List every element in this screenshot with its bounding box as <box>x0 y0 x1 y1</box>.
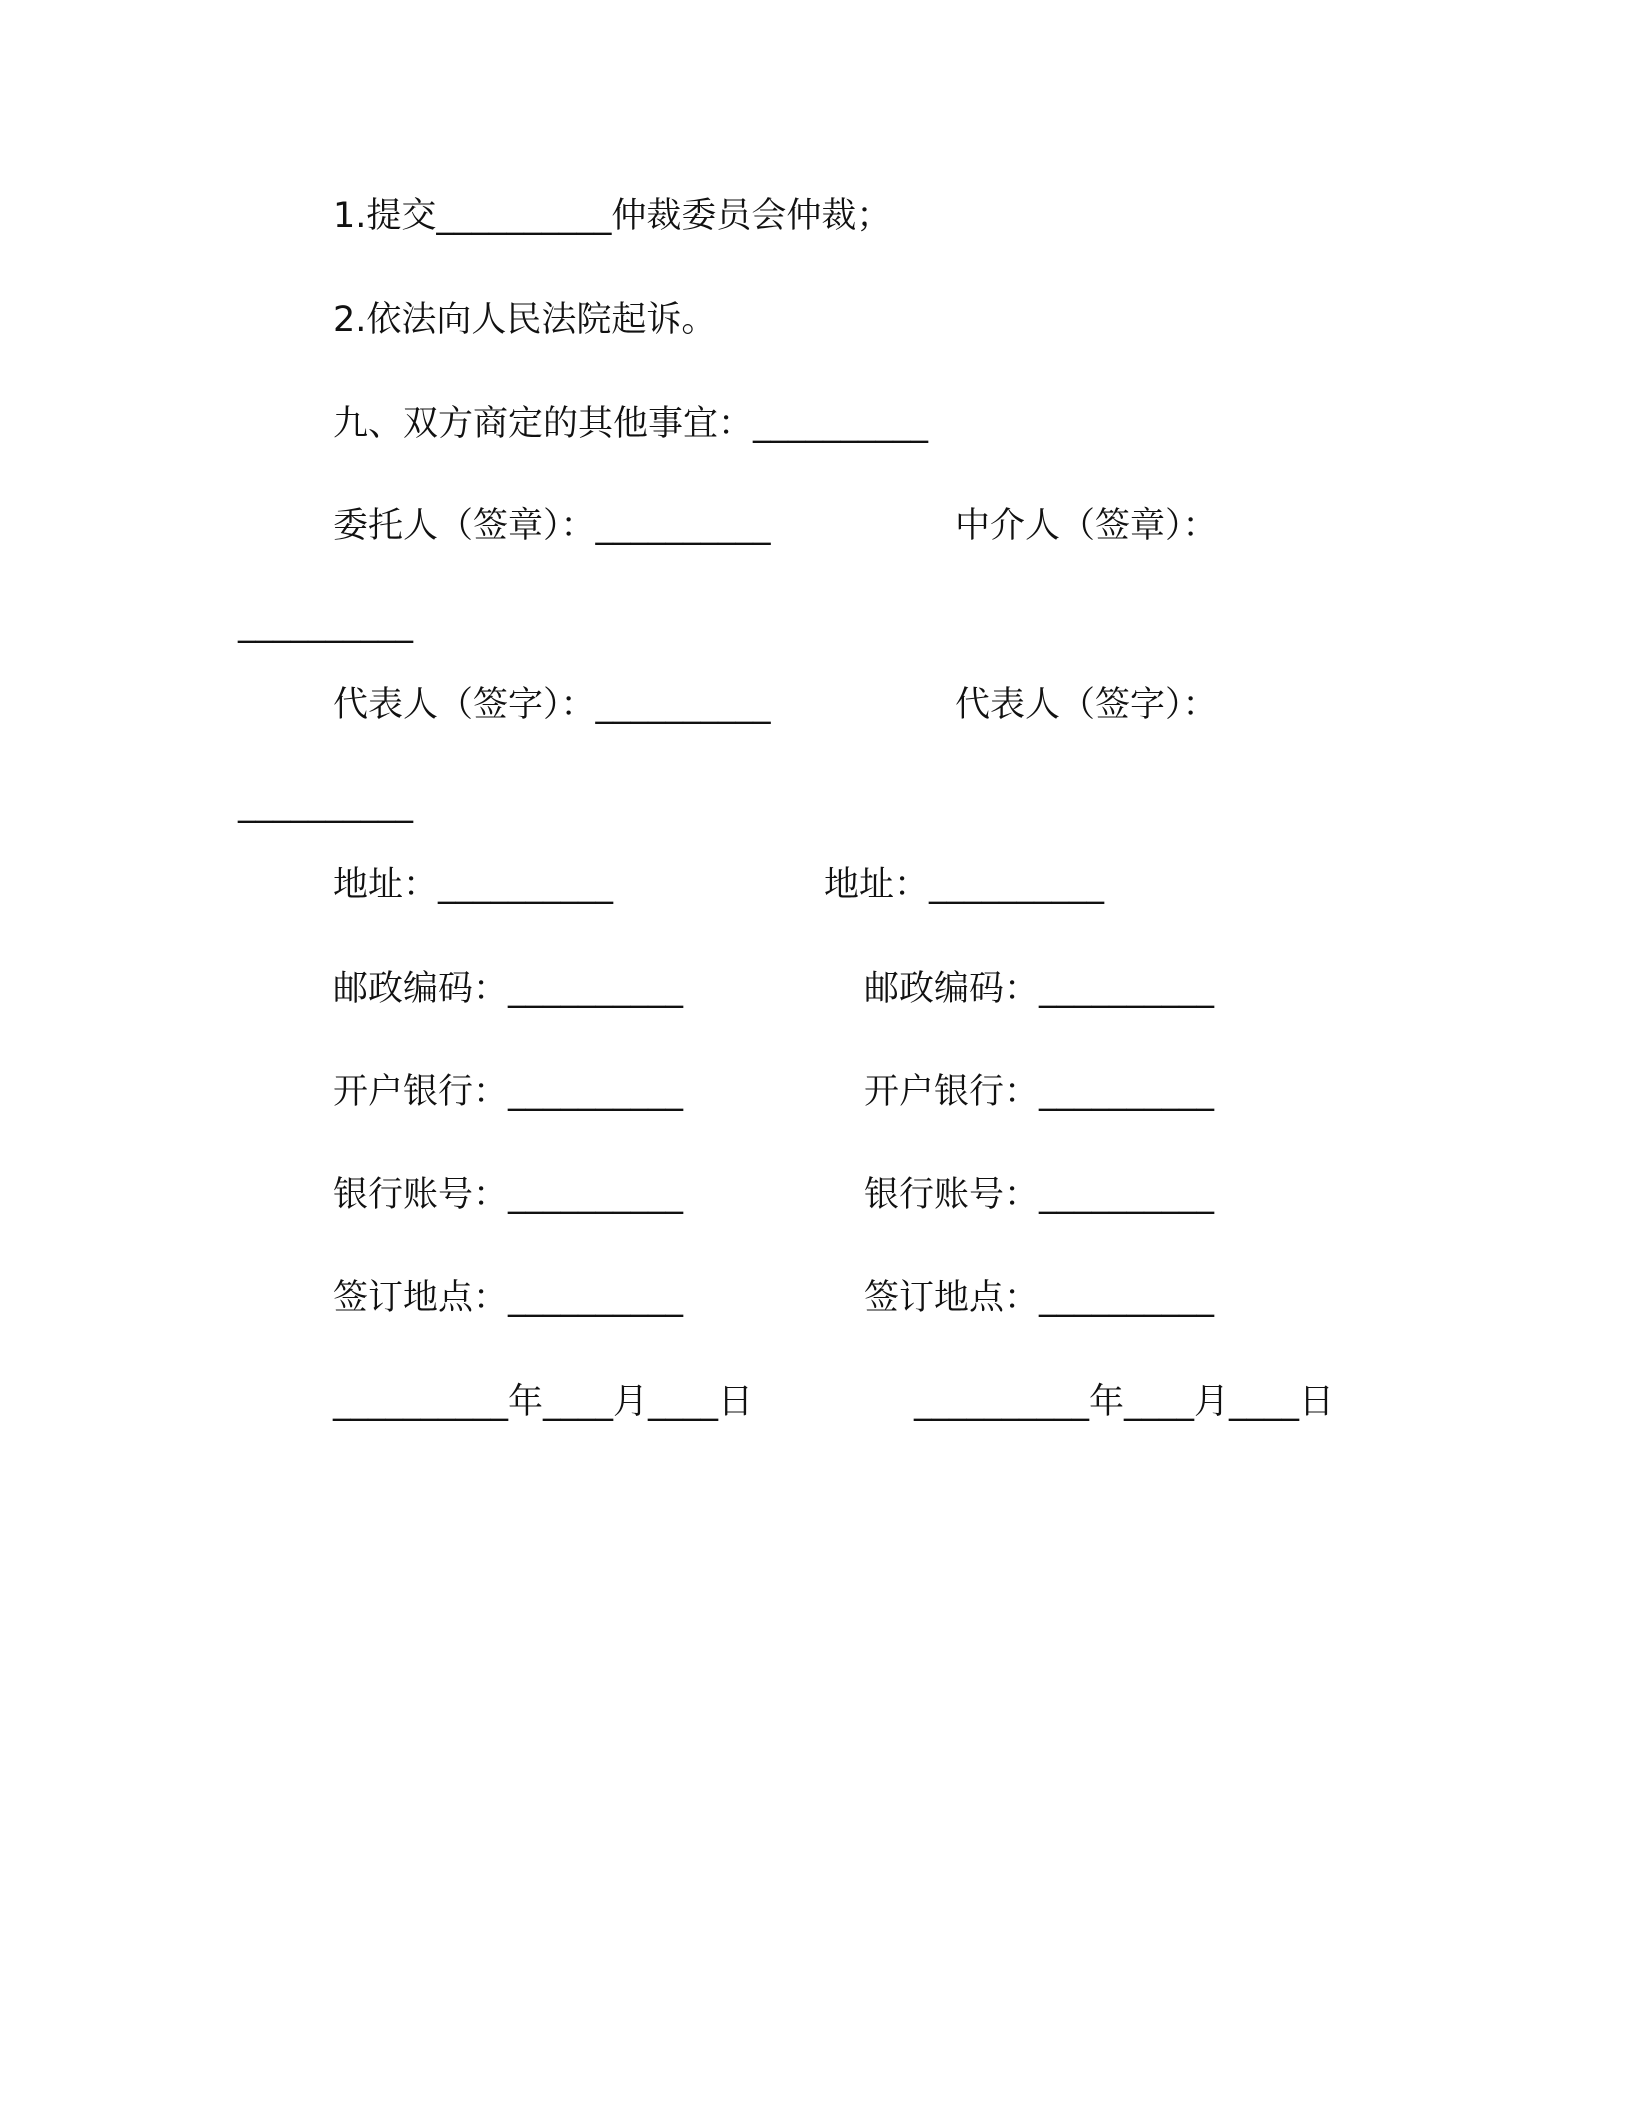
principal-signature-field: 委托人（签章）：__________ <box>333 506 771 546</box>
intermediary-signature-label: 中介人（签章）： <box>955 506 1218 546</box>
arbitration-option-1: 1.提交__________仲裁委员会仲裁； <box>333 196 892 236</box>
intermediary-signature-blank: __________ <box>238 604 413 644</box>
principal-signing-place-field: 签订地点：__________ <box>333 1278 684 1318</box>
intermediary-representative-blank: __________ <box>238 784 413 824</box>
intermediary-representative-label: 代表人（签字）： <box>955 685 1218 725</box>
intermediary-bank-field: 开户银行：__________ <box>864 1072 1215 1112</box>
principal-bank-field: 开户银行：__________ <box>333 1072 684 1112</box>
intermediary-signing-place-field: 签订地点：__________ <box>864 1278 1215 1318</box>
intermediary-date-field: __________年____月____日 <box>914 1382 1335 1422</box>
intermediary-address-field: 地址：__________ <box>824 865 1105 905</box>
principal-date-field: __________年____月____日 <box>333 1382 754 1422</box>
other-matters-clause: 九、双方商定的其他事宜：__________ <box>333 404 929 444</box>
principal-postcode-field: 邮政编码：__________ <box>333 969 684 1009</box>
principal-representative-field: 代表人（签字）：__________ <box>333 685 771 725</box>
principal-address-field: 地址：__________ <box>333 865 614 905</box>
intermediary-account-field: 银行账号：__________ <box>864 1175 1215 1215</box>
litigation-option-2: 2.依法向人民法院起诉。 <box>333 300 717 340</box>
principal-account-field: 银行账号：__________ <box>333 1175 684 1215</box>
intermediary-postcode-field: 邮政编码：__________ <box>864 969 1215 1009</box>
